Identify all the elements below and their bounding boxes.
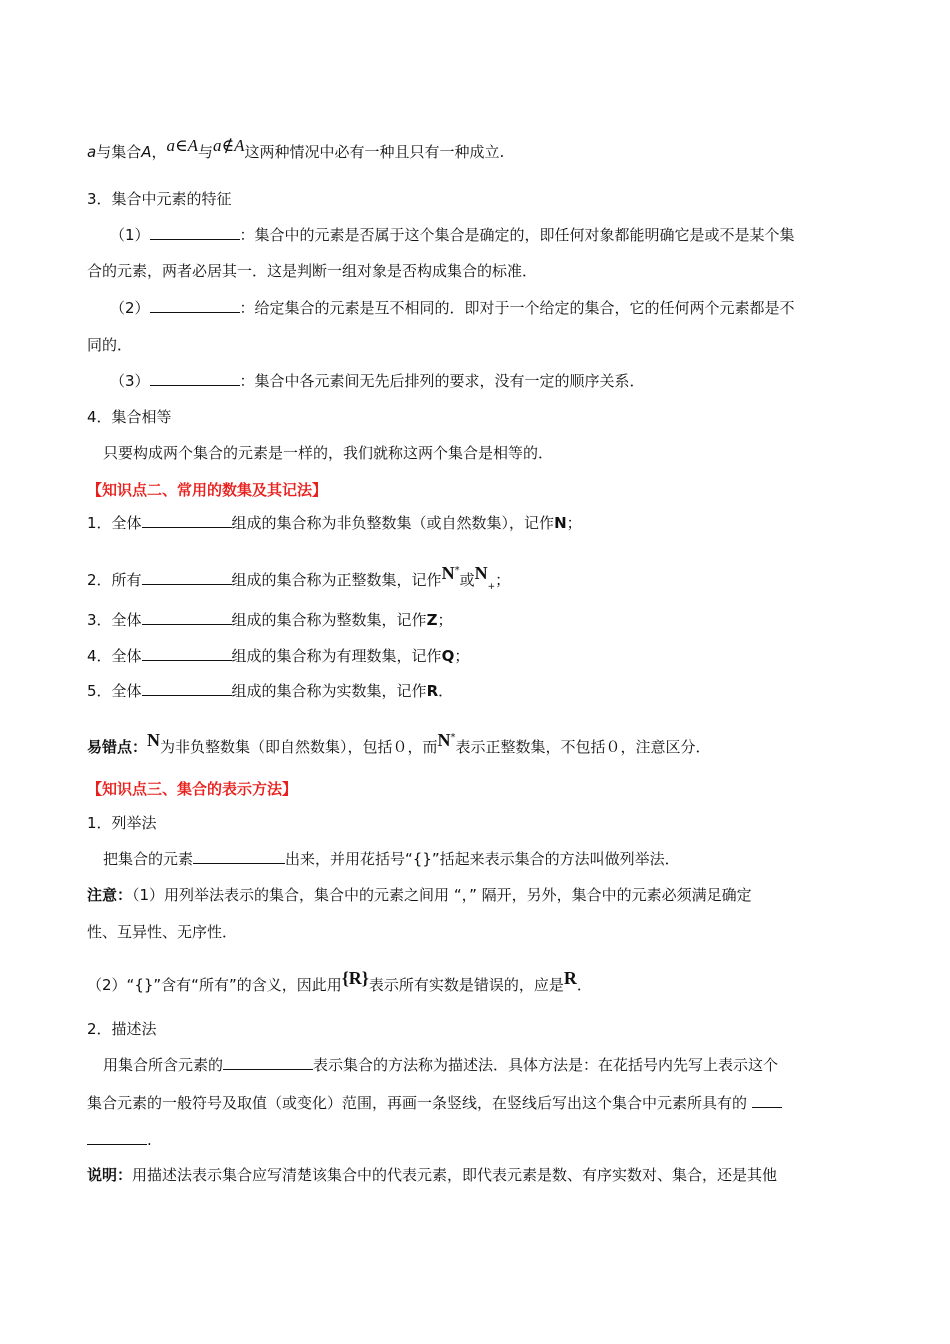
error-prone-note: 易错点：N为非负整数集（即自然数集），包括０，而N*表示正整数集，不包括０，注意区分． [87, 730, 711, 756]
description-text-end: . [87, 1129, 864, 1151]
blank [752, 1092, 782, 1108]
blank [87, 1129, 147, 1145]
numset-item-3: 3．全体 组成的集合称为整数集，记作Z； [87, 611, 453, 629]
description-text-cont: 集合元素的一般符号及取值（或变化）范围，再画一条竖线，在竖线后写出这个集合中元素所具有的 [87, 1092, 864, 1114]
blank [142, 569, 232, 585]
blank [142, 512, 232, 528]
knowledge-point-3-heading: 【知识点三、集合的表示方法】 [87, 780, 298, 798]
blank [150, 224, 240, 240]
blank [142, 609, 232, 625]
numset-item-5: 5．全体 组成的集合称为实数集，记作R． [87, 682, 454, 700]
enumeration-text: 把集合的元素 出来，并用花括号“{}”括起来表示集合的方法叫做列举法． [103, 850, 680, 868]
knowledge-point-2-heading: 【知识点二、常用的数集及其记法】 [87, 481, 328, 499]
blank [142, 645, 232, 661]
section-4-text: 只要构成两个集合的元素是一样的，我们就称这两个集合是相等的． [103, 444, 554, 462]
note-2: （2）“{}”含有“所有”的含义，因此用{R}表示所有实数是错误的，应是R． [87, 968, 592, 994]
note-1: 注意：（1）用列举法表示的集合，集合中的元素之间用 “，” 隔开，另外，集合中的元素必须满足确定 [87, 886, 752, 904]
section-4-heading: 4．集合相等 [87, 408, 172, 426]
membership-line: a与集合A，a∈A与a∉A这两种情况中必有一种且只有一种成立. [87, 136, 505, 161]
blank [142, 680, 232, 696]
blank [150, 370, 240, 386]
section-3-heading: 3．集合中元素的特征 [87, 190, 232, 208]
feature-2-cont: 同的． [87, 336, 133, 354]
blank [150, 297, 240, 313]
description-heading: 2．描述法 [87, 1020, 157, 1038]
feature-3: （3） ：集合中各元素间无先后排列的要求，没有一定的顺序关系． [110, 372, 645, 390]
description-text: 用集合所含元素的 表示集合的方法称为描述法．具体方法是：在花括号内先写上表示这个 [103, 1056, 779, 1074]
note-1-cont: 性、互异性、无序性． [87, 923, 238, 941]
feature-1: （1） ：集合中的元素是否属于这个集合是确定的，即任何对象都能明确它是或不是某个集 [110, 226, 795, 244]
formula-notin: a∉A [212, 136, 245, 155]
blank [193, 848, 285, 864]
feature-1-cont: 合的元素，两者必居其一．这是判断一组对象是否构成集合的标准． [87, 262, 538, 280]
formula-in: a∈A [166, 136, 198, 155]
numset-item-4: 4．全体 组成的集合称为有理数集，记作Q； [87, 647, 470, 665]
explanation: 说明：用描述法表示集合应写清楚该集合中的代表元素，即代表元素是数、有序实数对、集合，还是其他 [87, 1166, 778, 1184]
numset-item-2: 2．所有 组成的集合称为正整数集，记作N*或$N_+$； [87, 563, 511, 592]
feature-2: （2） ：给定集合的元素是互不相同的．即对于一个给定的集合，它的任何两个元素都是不 [110, 299, 795, 317]
enumeration-heading: 1．列举法 [87, 814, 157, 832]
blank [223, 1054, 313, 1070]
numset-item-1: 1．全体 组成的集合称为非负整数集（或自然数集），记作N； [87, 514, 582, 532]
element-a: a [87, 143, 97, 161]
